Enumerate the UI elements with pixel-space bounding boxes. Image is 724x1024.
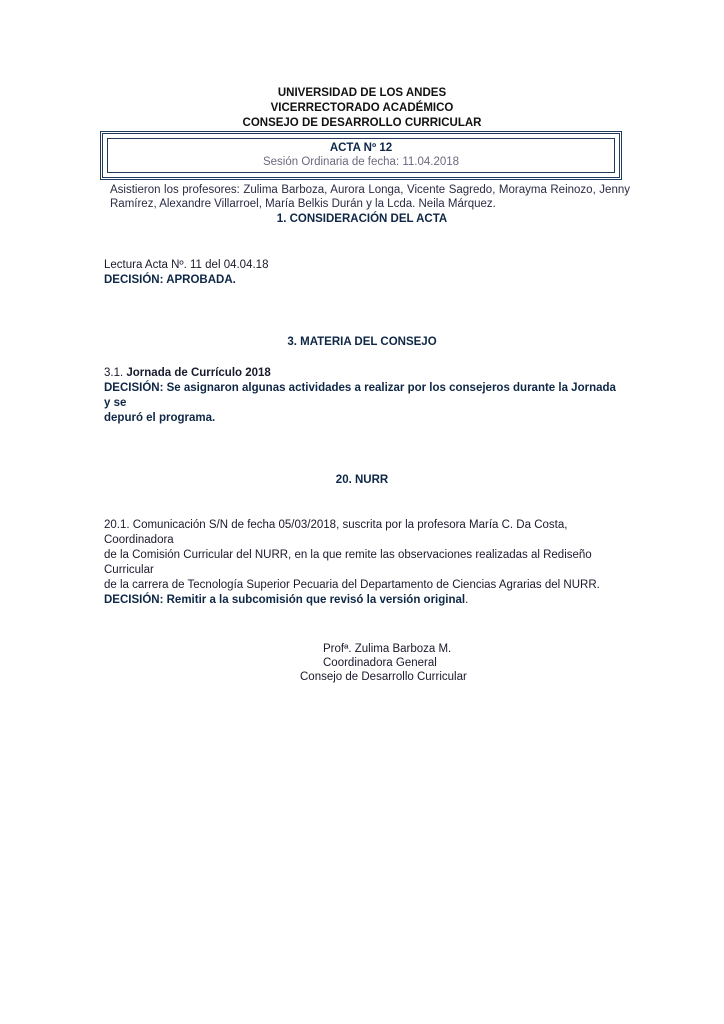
- section-3-body: [104, 366, 624, 426]
- attendance-line-1: Asistieron los profesores: Zulima Barboza, Aurora Longa, Vicente Sagredo, Morayma Reinozo, Jenny: [110, 184, 630, 196]
- section-20-line-2: de la Comisión Curricular del NURR, en la que remite las observaciones realizadas al Rediseño Curricular: [104, 549, 592, 576]
- section-1-heading: 1. CONSIDERACIÓN DEL ACTA: [276, 213, 448, 225]
- section-20-heading: 20. NURR: [335, 474, 389, 486]
- acta-session-date: Sesión Ordinaria de fecha: 11.04.2018: [262, 156, 460, 168]
- section-20-body: [104, 518, 624, 608]
- section-3-decision-line-1: DECISIÓN: Se asignaron algunas actividades a realizar por los consejeros durante la Jornada y se: [104, 382, 616, 409]
- section-3-item-number: 3.1.: [104, 367, 124, 379]
- university-name: UNIVERSIDAD DE LOS ANDES: [277, 87, 447, 99]
- acta-title: ACTA Nº 12: [329, 142, 393, 154]
- vicerrectorado-name: VICERRECTORADO ACADÉMICO: [270, 102, 454, 114]
- section-20-decision: [104, 593, 624, 608]
- attendance-paragraph: [110, 183, 630, 211]
- attendance-line-2: Ramírez, Alexandre Villarroel, María Belkis Durán y la Lcda. Neila Márquez.: [110, 198, 496, 210]
- section-3-item-title: Jornada de Currículo 2018: [126, 367, 271, 379]
- section-20-decision-end: .: [465, 594, 469, 606]
- section-1-body: [104, 258, 624, 288]
- signature-name: Profª. Zulima Barboza M.: [323, 643, 452, 655]
- section-3-item: [104, 366, 624, 381]
- section-3-decision-line-2: depuró el programa.: [104, 412, 216, 424]
- council-name: CONSEJO DE DESARROLLO CURRICULAR: [242, 117, 482, 129]
- section-1-decision: DECISIÓN: APROBADA.: [104, 274, 236, 286]
- section-1-text: Lectura Acta Nº. 11 del 04.04.18: [104, 259, 269, 271]
- section-20-line-3: de la carrera de Tecnología Superior Pecuaria del Departamento de Ciencias Agrarias del NURR.: [104, 579, 600, 591]
- signature-unit: Consejo de Desarrollo Curricular: [300, 671, 467, 683]
- section-20-decision-label: DECISIÓN:: [104, 594, 164, 606]
- acta-box: [100, 131, 622, 180]
- section-20-line-1: 20.1. Comunicación S/N de fecha 05/03/2018, suscrita por la profesora María C. Da Costa, Coordinadora: [104, 519, 568, 546]
- section-20-decision-text: Remitir a la subcomisión que revisó la versión original: [166, 594, 466, 606]
- signature-role: Coordinadora General: [323, 657, 437, 669]
- section-3-heading: 3. MATERIA DEL CONSEJO: [287, 336, 437, 348]
